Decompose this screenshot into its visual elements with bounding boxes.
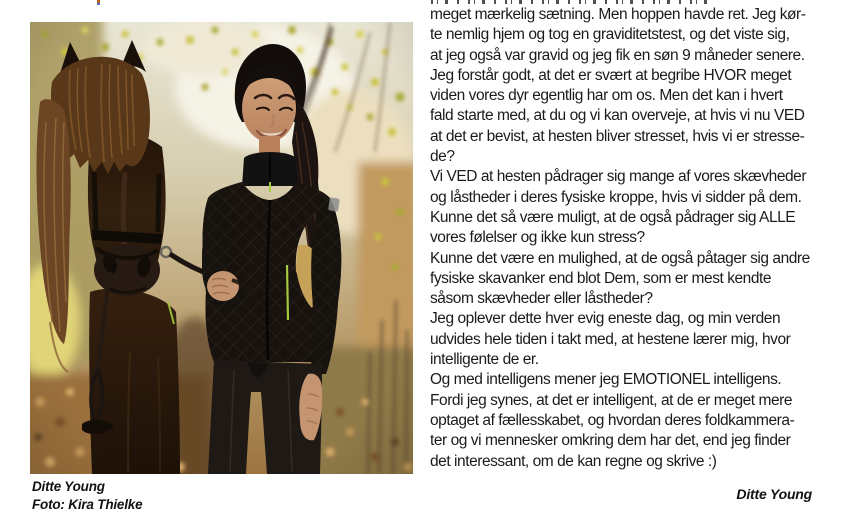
body-line: meget mærkelig sætning. Men hoppen havde ret. Jeg kør- [430,6,806,23]
body-line: Og med intelligens mener jeg EMOTIONEL intelligens. [430,371,782,389]
body-line: og låstheder i deres fysiske kroppe, hvis vi sidder på dem. [430,188,802,206]
body-line: såsom skævheder eller låstheder? [430,290,653,308]
body-line: Vi VED at hesten pådrager sig mange af vores skævheder [430,168,807,186]
caption-credit: Foto: Kira Thielke [32,497,143,512]
body-line: at det er bevist, at hesten bliver stresset, hvis vi er stresse- [430,127,805,145]
body-line: ter og vi mennesker omkring dem har det, end jeg finder [430,432,791,450]
body-line: at jeg også var gravid og jeg fik en søn 9 måneder senere. [430,46,805,64]
body-line: det interessant, om de kan regne og skrive :) [430,452,717,470]
body-line: Fordi jeg synes, at det er intelligent, at de er meget mere [430,391,793,409]
body-line: Jeg oplever dette hver evig eneste dag, og min verden [430,310,781,328]
body-line: fald starte med, at du og vi kan overveje, at hvis vi nu VED [430,107,805,125]
top-clipped-line-fragment [431,0,709,4]
body-line: Kunne det være en mulighed, at de også påtager sig andre [430,249,810,267]
body-line: udvides hele tiden i takt med, at hestene lærer mig, hvor [430,330,791,348]
body-line: te nemlig hjem og tog en graviditetstest, og det viste sig, [430,26,790,44]
photo-caption [32,478,142,514]
article-photo [30,22,413,474]
body-line: viden vores dyr egentlig har om os. Men det kan i hvert [430,87,783,105]
body-line: de? [430,148,455,166]
body-line: fysiske skavanker end blot Dem, som er mest kendte [430,269,772,287]
page-edge-mark [97,0,100,5]
caption-name: Ditte Young [32,479,105,494]
body-line: Jeg forstår godt, at det er svært at begribe HVOR meget [430,66,792,84]
body-line: optaget af fællesskabet, og hvordan deres foldkammera- [430,411,795,429]
photo-illustration [30,22,413,474]
article-column [430,5,846,472]
body-line: Kunne det så være muligt, at de også pådrager sig ALLE [430,208,796,226]
page-edge-mark-blue [97,3,100,6]
body-line: vores følelser og ikke kun stress? [430,229,645,247]
body-line: intelligente de er. [430,351,539,369]
article-signoff: Ditte Young [736,486,812,502]
